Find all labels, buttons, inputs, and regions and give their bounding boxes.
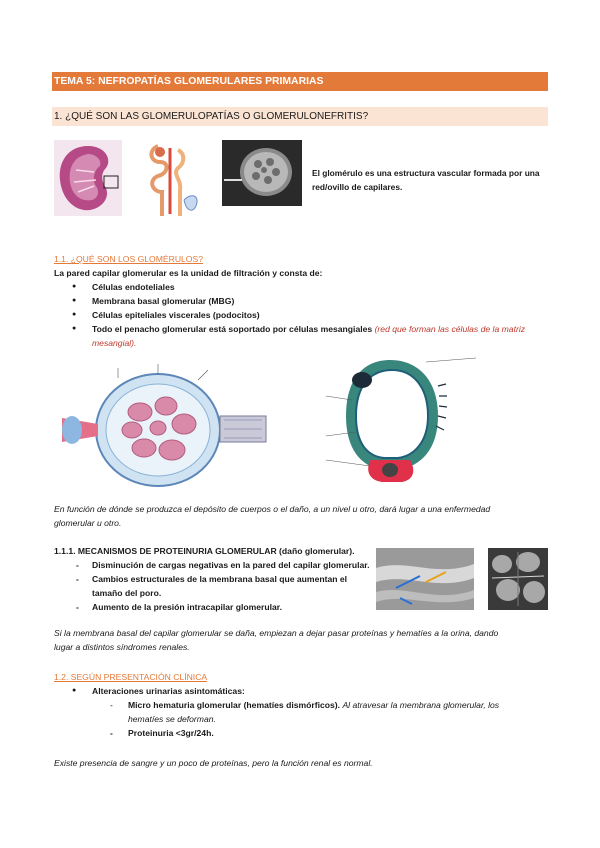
proteinuria-item	[110, 726, 214, 740]
nephron-illustration	[140, 140, 210, 220]
bowman-capsule-diagram	[286, 356, 494, 492]
renal-function-note: Existe presencia de sangre y un poco de proteínas, pero la función renal es normal.	[54, 758, 373, 768]
hematuria-explanation: Al atravesar la membrana glomerular, los	[342, 700, 500, 710]
deposit-note	[54, 502, 548, 530]
hematuria-explanation-cont: hematíes se deforman.	[128, 714, 216, 724]
subsection-1-1-title[interactable]: 1.1. ¿QUÉ SON LOS GLOMÉRULOS?	[54, 254, 204, 264]
list-item	[54, 572, 370, 600]
glomerulus-diagram	[58, 358, 268, 490]
list-item	[54, 322, 548, 350]
list-item: ● Membrana basal glomerular (MBG)	[54, 294, 548, 308]
proteinuria-text: Proteinuria <3gr/24h.	[128, 728, 214, 738]
section-title: 1. ¿QUÉ SON LAS GLOMERULOPATÍAS O GLOMERULONEFRITIS?	[52, 107, 548, 126]
subsection-1-1-1-title: 1.1.1. MECANISMOS DE PROTEINURIA GLOMERULAR (daño glomerular).	[54, 546, 355, 556]
kidney-section-image	[54, 140, 122, 216]
list-item: ● Células endoteliales	[54, 280, 548, 294]
list-item: - Disminución de cargas negativas en la pared del capilar glomerular.	[54, 558, 370, 572]
mesangial-red-note-cont: mesangial).	[92, 338, 137, 348]
deposit-note-line1: En función de dónde se produzca el depósito de cuerpos o el daño, a un nivel u otro, dará lugar a una enfermedad	[54, 504, 491, 514]
dash-marker: -	[110, 700, 113, 710]
glomerulus-sem-image	[222, 140, 302, 206]
membrane-micrograph	[376, 548, 474, 610]
list-item-text: Cambios estructurales de la membrana basal que aumentan el	[92, 574, 348, 584]
hematuria-text: Micro hematuria glomerular (hematíes dismórficos).	[128, 700, 341, 710]
mesangial-text: Todo el penacho glomerular está soportado por células mesangiales	[92, 324, 373, 334]
list-item: - Aumento de la presión intracapilar glomerular.	[54, 600, 370, 614]
chapter-title: TEMA 5: NEFROPATÍAS GLOMERULARES PRIMARIAS	[52, 72, 548, 91]
membrane-damage-note-line2: lugar a distintos síndromes renales.	[54, 642, 190, 652]
dash-marker: -	[110, 728, 113, 738]
membrane-damage-note-line1: Si la membrana basal del capilar glomerular se daña, empiezan a dejar pasar proteínas y hematíes a la orina, dando	[54, 628, 499, 638]
podocyte-sem-image	[488, 548, 548, 610]
subsection-1-1-lead: La pared capilar glomerular es la unidad de filtración y consta de:	[54, 268, 323, 278]
proteinuria-mechanisms-list	[54, 558, 370, 614]
subsection-1-2-title[interactable]: 1.2. SEGÚN PRESENTACIÓN CLÍNICA	[54, 672, 208, 682]
clinical-presentation-list	[54, 684, 548, 698]
hematuria-item	[110, 698, 546, 726]
membrane-damage-note	[54, 626, 548, 654]
intro-text	[312, 166, 546, 194]
list-item-text-cont: tamaño del poro.	[92, 588, 162, 598]
list-item: ● Alteraciones urinarias asintomáticas:	[54, 684, 548, 698]
list-item: ● Células epiteliales viscerales (podocitos)	[54, 308, 548, 322]
intro-text-content: El glomérulo es una estructura vascular formada por una red/ovillo de capilares.	[312, 168, 540, 192]
mesangial-red-note: (red que forman las células de la matriz	[374, 324, 526, 334]
deposit-note-line2: glomerular u otro.	[54, 518, 122, 528]
glomerular-wall-list	[54, 280, 548, 350]
